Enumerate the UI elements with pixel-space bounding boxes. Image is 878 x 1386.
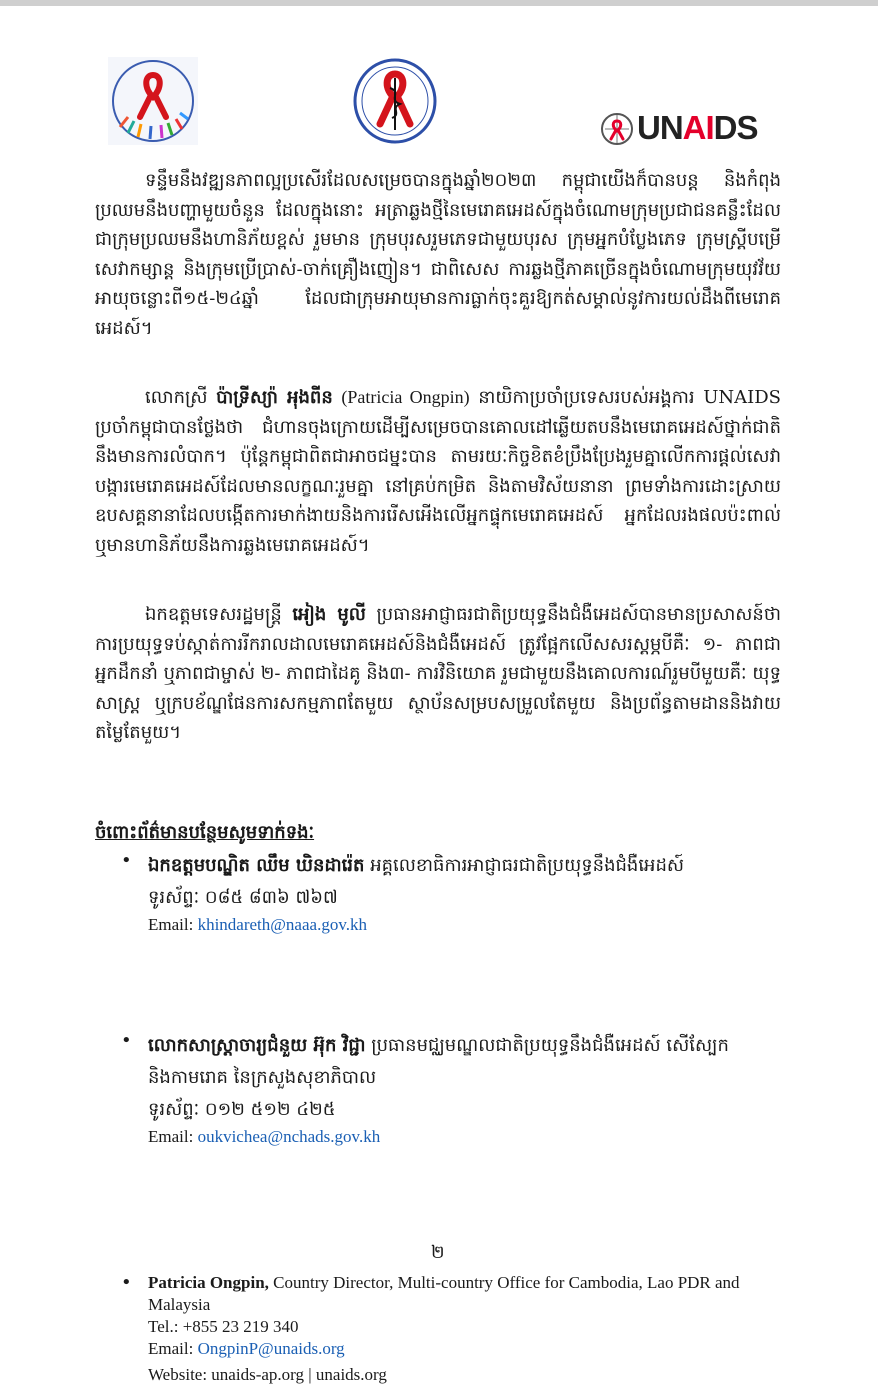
contact-email-line	[148, 1126, 788, 1148]
paragraph-naa-statement	[95, 600, 781, 748]
email-link[interactable]: oukvichea@nchads.gov.kh	[197, 1127, 381, 1146]
contact-phone: ទូរស័ព្ទៈ ០៨៥ ៨៣៦ ៧៦៧	[148, 887, 338, 908]
contact-phone: Tel.: +855 23 219 340	[148, 1317, 299, 1336]
contact-email-line	[148, 1338, 788, 1360]
unaids-logo	[600, 109, 766, 146]
honorific: លោកស្រី	[145, 387, 208, 408]
email-link[interactable]: OngpinP@unaids.org	[197, 1339, 345, 1358]
contact-name: Patricia Ongpin,	[148, 1273, 269, 1292]
national-aids-authority-logo	[108, 57, 198, 145]
email-label: Email:	[148, 1339, 194, 1358]
page-number: ២	[431, 1242, 445, 1263]
contacts-heading: ចំពោះព័ត៌មានបន្ថែមសូមទាក់ទងៈ	[95, 822, 315, 843]
paragraph-unaids-statement	[95, 383, 781, 560]
contact-title: អគ្គលេខាធិការអាជ្ញាធរជាតិប្រយុទ្ធនឹងជំងឺអេដស៍	[370, 855, 685, 876]
contact-title: ប្រធានមជ្ឈមណ្ឌលជាតិប្រយុទ្ធនឹងជំងឺអេដស៍ សើស្បែក	[371, 1035, 729, 1056]
contact-title: Country Director, Multi-country Office for Cambodia, Lao PDR and Malaysia	[148, 1273, 740, 1314]
email-link[interactable]: khindareth@naaa.gov.kh	[197, 915, 367, 934]
speaker-name: អៀង មូលី	[292, 604, 366, 625]
contact-name: លោកសាស្ត្រាចារ្យជំនួយ អ៊ុក វិជ្ជា	[148, 1035, 366, 1056]
contact-list	[121, 850, 788, 1384]
contact-email-line	[148, 914, 788, 936]
nchads-logo	[350, 58, 440, 144]
email-label: Email:	[148, 915, 194, 934]
honorific: ឯកឧត្តមទេសរដ្ឋមន្ត្រី	[145, 604, 282, 625]
contact-item	[121, 850, 788, 936]
paragraph-progress: ទន្ទឹមនឹងវឌ្ឍនភាពល្អប្រសើរដែលសម្រេចបានក្នុងឆ្នាំ២០២៣ កម្ពុជាយើងក៏បានបន្ត និងកំពុងប្រឈមនឹងបញ្ហាមួយចំនួន ដែលក្នុងនោះ អត្រាឆ្លងថ្មីនៃមេរោគអេដស៍ក្នុងចំណោមក្រុមប្រជាជនគន្លឹះដែលជាក្រុមប្រឈមនឹងហានិភ័យខ្ពស់ រួមមាន ក្រុមបុរសរួមភេទជាមួយបុរស ក្រុមអ្នកបំប្លែងភេទ ក្រុមស្ត្រីបម្រើសេវាកម្សាន្ត និងក្រុមប្រើប្រាស់-ចាក់គ្រឿងញៀន។ ជាពិសេស ការឆ្លងថ្មីភាគច្រើនក្នុងចំណោមក្រុមយុវវ័យអាយុចន្លោះពី១៥-២៤ឆ្នាំ ដែលជាក្រុមអាយុមានការធ្លាក់ចុះគួរឱ្យកត់សម្គាល់នូវការយល់ដឹងពីមេរោគអេដស៍។	[95, 170, 781, 339]
bullet-icon: •	[121, 850, 132, 871]
contact-phone: ទូរស័ព្ទៈ ០១២ ៥១២ ៤២៥	[148, 1099, 336, 1120]
contact-item	[121, 1030, 788, 1148]
bullet-icon: •	[121, 1272, 132, 1293]
contact-title-continued: និងកាមរោគ នៃក្រសួងសុខាភិបាល	[148, 1067, 377, 1088]
email-label: Email:	[148, 1127, 194, 1146]
unaids-wordmark: UNAIDS	[637, 109, 758, 146]
contact-name-line	[148, 1272, 788, 1316]
contact-name-line	[148, 1030, 788, 1062]
statement-text: ប្រធានអាជ្ញាធរជាតិប្រយុទ្ធនឹងជំងឺអេដស៍បានមានប្រសាសន៍ថា ការប្រយុទ្ធទប់ស្កាត់ការរីករាលដាលមេរោគអេដស៍និងជំងឺអេដស៍ ត្រូវផ្អែកលើសសរស្តម្ភបីគឺៈ ១- ភាពជាអ្នកដឹកនាំ ឬភាពជាម្ចាស់ ២- ភាពជាដៃគូ និង៣- ការវិនិយោគ រួមជាមួយនឹងគោលការណ៍រួមបីមួយគឺៈ យុទ្ធសាស្ត្រ ឬក្របខ័ណ្ឌផែនការសកម្មភាពតែមួយ ស្ថាប័នសម្របសម្រួលតែមួយ និងប្រព័ន្ធតាមដាននិងវាយតម្លៃតែមួយ។	[95, 604, 781, 743]
contact-name-line	[148, 850, 788, 882]
statement-text: នាយិកាប្រចាំប្រទេសរបស់អង្គការ UNAIDS ប្រចាំកម្ពុជាបានថ្លែងថា ជំហានចុងក្រោយដើម្បីសម្រេចបានគោលដៅឆ្លើយតបនឹងមេរោគអេដស៍ថ្នាក់ជាតិនឹងមានការលំបាក។ ប៉ុន្តែកម្ពុជាពិតជាអាចជម្នះបាន តាមរយៈកិច្ចខិតខំប្រឹងប្រែងរួមគ្នាលើកការផ្ដល់សេវាបង្ការមេរោគអេដស៍ដែលមានលក្ខណៈរួមគ្នា នៅគ្រប់កម្រិត និងតាមវិស័យនានា ព្រមទាំងការដោះស្រាយឧបសគ្គនានាដែលបង្កើតការមាក់ងាយនិងការរើសអើងលើអ្នកផ្ទុកមេរោគអេដស៍ អ្នកដែលរងផលប៉ះពាល់ ឬមានហានិភ័យនឹងការឆ្លងមេរោគអេដស៍។	[95, 387, 781, 556]
website-line: Website: unaids-ap.org | unaids.org	[148, 1365, 387, 1384]
contact-name: ឯកឧត្តមបណ្ឌិត ឈឹម ឃិនដារ៉េត	[148, 855, 365, 876]
speaker-name: ប៉ាទ្រីស្យ៉ា អុងពីន	[216, 387, 333, 408]
speaker-name-latin: (Patricia Ongpin)	[341, 387, 470, 407]
bullet-icon: •	[121, 1030, 132, 1051]
contact-item	[121, 1272, 788, 1386]
